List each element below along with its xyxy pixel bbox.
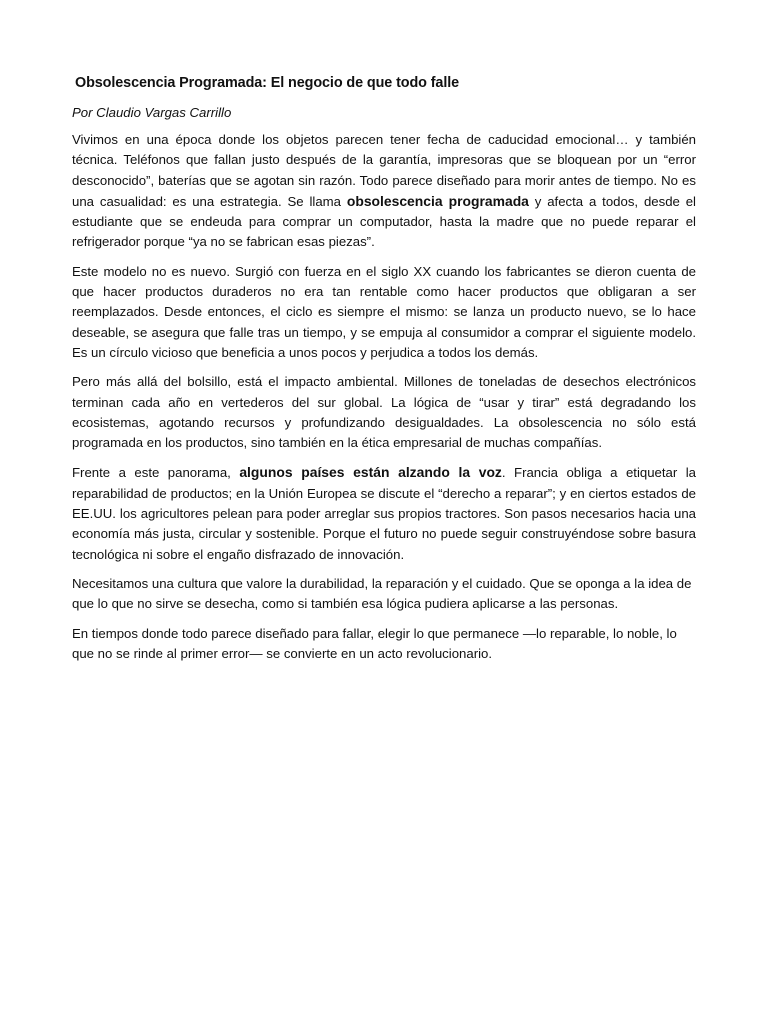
paragraph-1-emphasis: obsolescencia programada xyxy=(346,192,529,209)
paragraph-1-text-a: Vivimos en una época donde los objetos parecen tener fecha de caducidad emocional… y también técnica. Teléfonos que fallan justo después de la garantía, impresoras que se bloquean por un “error desconocido”, baterías que se agotan sin razón. Todo parece diseñado para morir antes de tiempo. No es una casualidad: es una estrategia. Se llama xyxy=(72,132,696,209)
paragraph-2: Este modelo no es nuevo. Surgió con fuerza en el siglo XX cuando los fabricantes se dieron cuenta de que hacer productos duraderos no era tan rentable como hacer productos que obligaran a ser reemplazados. Desde entonces, el ciclo es siempre el mismo: se lanza un producto nuevo, se lo hace deseable, se asegura que falle tras un tiempo, y se empuja al consumidor a comprar el siguiente modelo. Es un círculo vicioso que beneficia a unos pocos y perjudica a todos los demás. xyxy=(72,263,696,360)
document-page xyxy=(72,68,696,673)
paragraph-6: En tiempos donde todo parece diseñado para fallar, elegir lo que permanece —lo reparable, lo noble, lo que no se rinde al primer error— se convierte en un acto revolucionario. xyxy=(72,625,677,661)
paragraph-1-text-b: y afecta a todos, desde el estudiante que se endeuda para comprar un computador, hasta la madre que no puede reparar el refrigerador porque “ya no se fabrican esas piezas”. xyxy=(72,193,696,250)
article-title: Obsolescencia Programada: El negocio de que todo falle xyxy=(75,75,460,91)
paragraph-4-text-a: Frente a este panorama, xyxy=(72,465,240,481)
paragraph-5: Necesitamos una cultura que valore la durabilidad, la reparación y el cuidado. Que se oponga a la idea de que lo que no sirve se desecha, como si también esa lógica pudiera aplicarse a las personas. xyxy=(72,575,692,612)
paragraph-1 xyxy=(72,130,696,253)
paragraph-3: Pero más allá del bolsillo, está el impacto ambiental. Millones de toneladas de desechos electrónicos terminan cada año en vertederos del sur global. La lógica de “usar y tirar” está degradando los ecosistemas, agotando recursos y profundizando desigualdades. La obsolescencia no sólo está programada en los productos, sino también en la ética empresarial de muchas compañías. xyxy=(72,374,696,451)
article-byline: Por Claudio Vargas Carrillo xyxy=(72,105,232,120)
paragraph-4-text-b: . Francia obliga a etiquetar la reparabilidad de productos; en la Unión Europea se discute el “derecho a reparar”; y en ciertos estados de EE.UU. los agricultores pelean para poder arreglar sus propios tractores. Son pasos necesarios hacia una economía más justa, circular y sostenible. Porque el futuro no puede seguir construyéndose sobre basura tecnológica ni sobre el engaño disfrazado de innovación. xyxy=(72,465,697,562)
paragraph-4 xyxy=(72,462,696,564)
paragraph-4-emphasis: algunos países están alzando la voz xyxy=(239,464,502,481)
